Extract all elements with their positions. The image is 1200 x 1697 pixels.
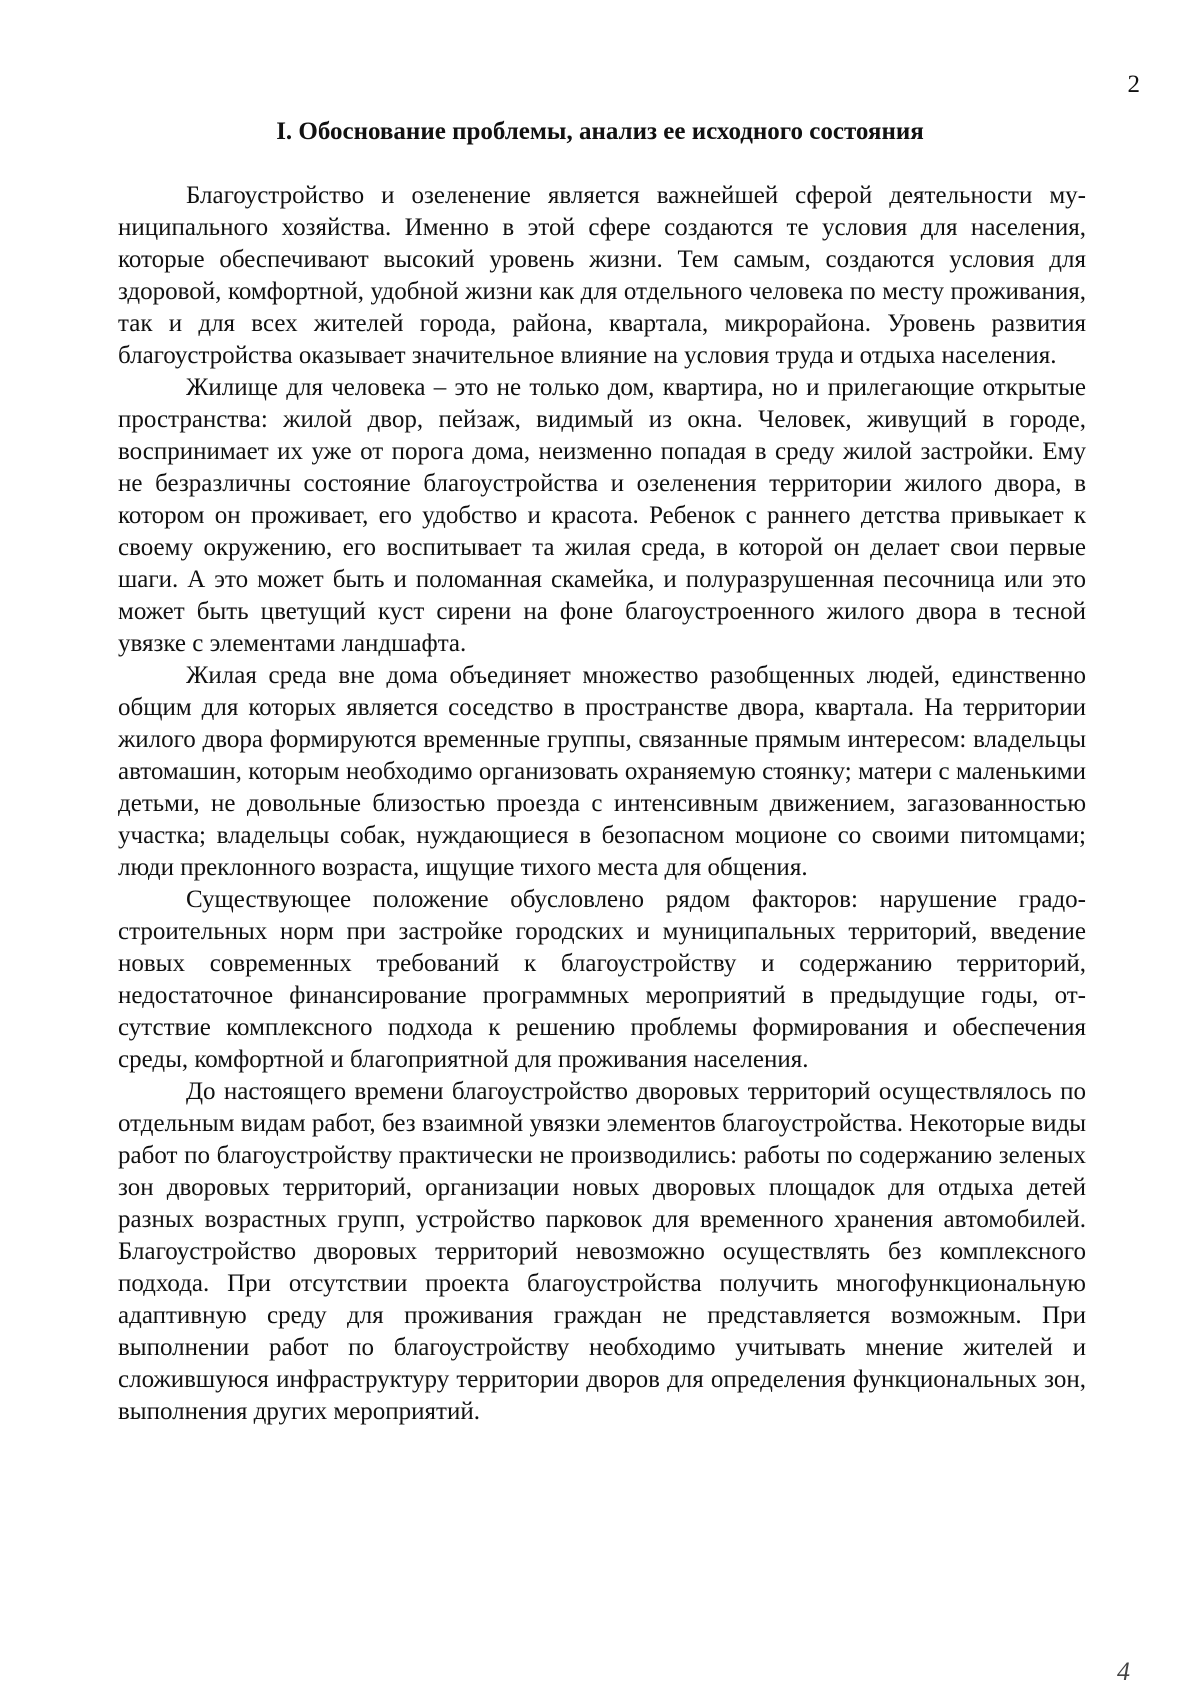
page-number: 2 (1127, 71, 1140, 98)
paragraph-2: Жилище для человека – это не только дом, квартира, но и прилегающие открытые пространства: жилой двор, пейзаж, видимый из окна. Человек, живущий в городе, воспринимает их уже от порога дома, неизменно попадая в среду жилой застройки. Ему не безразличны состояние благоустройства и озеленения территории жилого двора, в котором он проживает, его удобство и красота. Ребенок с раннего детства привыкает к своему окружению, его воспитывает та жилая среда, в которой он делает свои первые шаги. А это может быть и поломанная скамейка, и полуразрушенная песочница или это может быть цветущий куст сирени на фоне благоустроенного жилого двора в тесной увязке с элементами ландшафта. (118, 374, 1086, 657)
paragraph-5: До настоящего времени благоустройство дворовых территорий осуществлялось по отдельным видам работ, без взаимной увязки элементов благоустройства. Некоторые виды работ по благоустройству практически не производились: работы по содержанию зеленых зон дворовых территорий, организации новых дворовых площадок для отдыха детей разных возрастных групп, устройство парковок для временного хранения автомобилей. Благоустройство дворовых территорий невозможно осуществлять без комплексного подхода. При отсутствии проекта благоустройства получить многофункциональную адаптивную среду для проживания граждан не представляется возможным. При выполнении работ по благоустройству необходимо учитывать мнение жителей и сложившуюся инфраструктуру территории дворов для определения функциональных зон, выполнения других мероприятий. (118, 1078, 1086, 1425)
paragraph-3: Жилая среда вне дома объединяет множество разобщенных людей, единственно общим для которых является соседство в пространстве двора, квартала. На территории жилого двора формируются временные группы, связанные прямым интересом: владельцы автомашин, которым необходимо организовать охраняемую стоянку; матери с маленькими детьми, не довольные близостью проезда с интенсивным движением, загазованностью участка; владельцы собак, нуждающиеся в безопасном моционе со своими питомцами; люди преклонного возраста, ищущие тихого места для общения. (118, 662, 1086, 881)
body-text (118, 180, 1086, 1428)
paragraph-4: Существующее положение обусловлено рядом факторов: нарушение градостроительных норм при застройке городских и муниципальных территорий, введение новых современных требований к благоустройству и содержанию территорий, недостаточное финансирование программных мероприятий в предыдущие годы, отсутствие комплексного подхода к решению проблемы формирования и обеспечения среды, комфортной и благоприятной для проживания населения. (118, 886, 1086, 1073)
section-title: I. Обоснование проблемы, анализ ее исходного состояния (276, 118, 924, 145)
handwritten-corner-mark: 4 (1117, 1657, 1130, 1686)
paragraph-1: Благоустройство и озеленение является важнейшей сферой деятельности муниципального хозяйства. Именно в этой сфере создаются те условия для населения, которые обеспечивают высокий уровень жизни. Тем самым, создаются условия для здоровой, комфортной, удобной жизни как для отдельного человека по месту проживания, так и для всех жителей города, района, квартала, микрорайона. Уровень развития благоустройства оказывает значительное влияние на условия труда и отдыха населения. (118, 182, 1086, 369)
